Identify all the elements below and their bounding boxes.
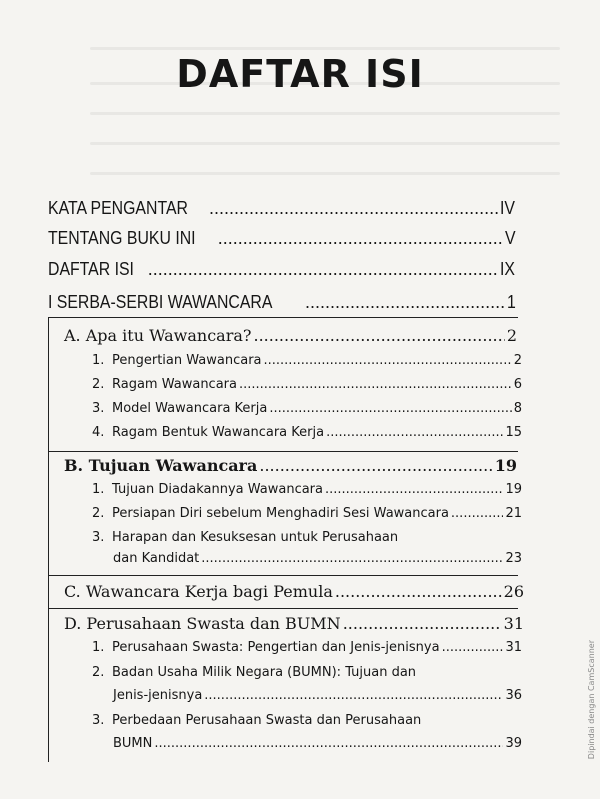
toc-page: 39 bbox=[505, 736, 522, 751]
toc-entry-d3-line2[interactable] bbox=[113, 736, 522, 751]
toc-label: Ragam Wawancara bbox=[112, 377, 237, 392]
toc-page: 6 bbox=[513, 377, 522, 392]
toc-page: IV bbox=[499, 198, 515, 218]
item-number: 2. bbox=[92, 506, 105, 521]
toc-page: 31 bbox=[503, 614, 524, 633]
item-number: 3. bbox=[92, 401, 105, 416]
leader-dots bbox=[204, 688, 503, 703]
toc-entry-section-a[interactable] bbox=[64, 326, 517, 345]
toc-label: Perbedaan Perusahaan Swasta dan Perusahaan bbox=[112, 713, 422, 728]
leader-dots bbox=[154, 736, 503, 751]
toc-entry-d2-line2[interactable] bbox=[113, 688, 522, 703]
item-number: 3. bbox=[92, 713, 105, 728]
toc-page: V bbox=[504, 228, 516, 248]
toc-page: 19 bbox=[494, 456, 517, 475]
leader-dots bbox=[239, 377, 512, 392]
toc-label: KATA PENGANTAR bbox=[48, 198, 188, 218]
toc-label: TENTANG BUKU INI bbox=[48, 228, 196, 248]
toc-label: A. Apa itu Wawancara? bbox=[64, 326, 252, 345]
toc-label: dan Kandidat bbox=[113, 551, 200, 566]
toc-label: BUMN bbox=[113, 736, 153, 751]
toc-page: 2 bbox=[513, 353, 522, 368]
toc-entry-section-b[interactable] bbox=[64, 456, 517, 475]
toc-label: Perusahaan Swasta: Pengertian dan Jenis-jenisnya bbox=[112, 640, 440, 655]
item-number: 2. bbox=[92, 665, 105, 680]
leader-dots bbox=[343, 614, 502, 633]
toc-page: 21 bbox=[505, 506, 522, 521]
toc-label: I SERBA-SERBI WAWANCARA bbox=[48, 292, 273, 312]
leader-dots bbox=[209, 198, 498, 219]
page-title: DAFTAR ISI bbox=[176, 52, 424, 96]
toc-label: Pengertian Wawancara bbox=[112, 353, 262, 368]
toc-entry-d2-line1[interactable] bbox=[92, 665, 417, 680]
toc-entry-chapter-1[interactable] bbox=[48, 292, 517, 313]
toc-label: Jenis-jenisnya bbox=[113, 688, 203, 703]
leader-dots bbox=[326, 425, 503, 440]
toc-page: 31 bbox=[505, 640, 522, 655]
toc-label: Persiapan Diri sebelum Menghadiri Sesi Wawancara bbox=[112, 506, 449, 521]
toc-page: 2 bbox=[506, 326, 517, 345]
toc-entry-a2[interactable] bbox=[92, 377, 522, 392]
toc-entry-a3[interactable] bbox=[92, 401, 522, 416]
toc-entry-b3-line2[interactable] bbox=[113, 551, 522, 566]
toc-entry-d3-line1[interactable] bbox=[92, 713, 422, 728]
chapter-vertical-rule bbox=[48, 317, 49, 762]
toc-entry-b2[interactable] bbox=[92, 506, 522, 521]
item-number: 1. bbox=[92, 640, 105, 655]
toc-page: 23 bbox=[505, 551, 522, 566]
leader-dots bbox=[264, 353, 512, 368]
toc-page: 8 bbox=[513, 401, 522, 416]
toc-entry-kata-pengantar[interactable] bbox=[48, 198, 517, 219]
toc-page: 36 bbox=[505, 688, 522, 703]
toc-entry-section-d[interactable] bbox=[64, 614, 524, 633]
bleed-through bbox=[90, 172, 560, 175]
toc-page: 15 bbox=[505, 425, 522, 440]
toc-label: D. Perusahaan Swasta dan BUMN bbox=[64, 614, 341, 633]
bleed-through bbox=[90, 142, 560, 145]
section-rule bbox=[48, 608, 518, 609]
toc-entry-a1[interactable] bbox=[92, 353, 522, 368]
item-number: 2. bbox=[92, 377, 105, 392]
item-number: 1. bbox=[92, 353, 105, 368]
leader-dots bbox=[218, 228, 503, 249]
leader-dots bbox=[269, 401, 511, 416]
leader-dots bbox=[253, 326, 504, 345]
item-number: 3. bbox=[92, 530, 105, 545]
item-number: 4. bbox=[92, 425, 105, 440]
toc-entry-b3-line1[interactable] bbox=[92, 530, 399, 545]
toc-entry-b1[interactable] bbox=[92, 482, 522, 497]
toc-entry-tentang-buku[interactable] bbox=[48, 228, 517, 249]
toc-entry-d1[interactable] bbox=[92, 640, 522, 655]
toc-label: Ragam Bentuk Wawancara Kerja bbox=[112, 425, 325, 440]
toc-entry-a4[interactable] bbox=[92, 425, 522, 440]
toc-page: IX bbox=[499, 259, 515, 279]
item-number: 1. bbox=[92, 482, 105, 497]
leader-dots bbox=[335, 582, 502, 601]
scanner-watermark: Dipindai dengan CamScanner bbox=[587, 639, 596, 759]
bleed-through bbox=[90, 112, 560, 115]
leader-dots bbox=[442, 640, 504, 655]
leader-dots bbox=[325, 482, 503, 497]
toc-label: Badan Usaha Milik Negara (BUMN): Tujuan dan bbox=[112, 665, 417, 680]
toc-entry-section-c[interactable] bbox=[64, 582, 524, 601]
toc-label: B. Tujuan Wawancara bbox=[64, 456, 258, 475]
section-rule bbox=[48, 451, 518, 452]
toc-label: Tujuan Diadakannya Wawancara bbox=[112, 482, 323, 497]
chapter-rule bbox=[48, 317, 518, 318]
toc-page: 19 bbox=[505, 482, 522, 497]
section-rule bbox=[48, 575, 518, 576]
toc-label: DAFTAR ISI bbox=[48, 259, 134, 279]
toc-label: C. Wawancara Kerja bagi Pemula bbox=[64, 582, 333, 601]
toc-page: 26 bbox=[503, 582, 524, 601]
toc-label: Model Wawancara Kerja bbox=[112, 401, 268, 416]
leader-dots bbox=[201, 551, 503, 566]
toc-label: Harapan dan Kesuksesan untuk Perusahaan bbox=[112, 530, 399, 545]
leader-dots bbox=[305, 292, 505, 313]
toc-entry-daftar-isi[interactable] bbox=[48, 259, 517, 280]
leader-dots bbox=[451, 506, 504, 521]
toc-page: 1 bbox=[506, 292, 516, 312]
leader-dots bbox=[259, 456, 492, 475]
bleed-through bbox=[90, 47, 560, 50]
leader-dots bbox=[148, 259, 498, 280]
